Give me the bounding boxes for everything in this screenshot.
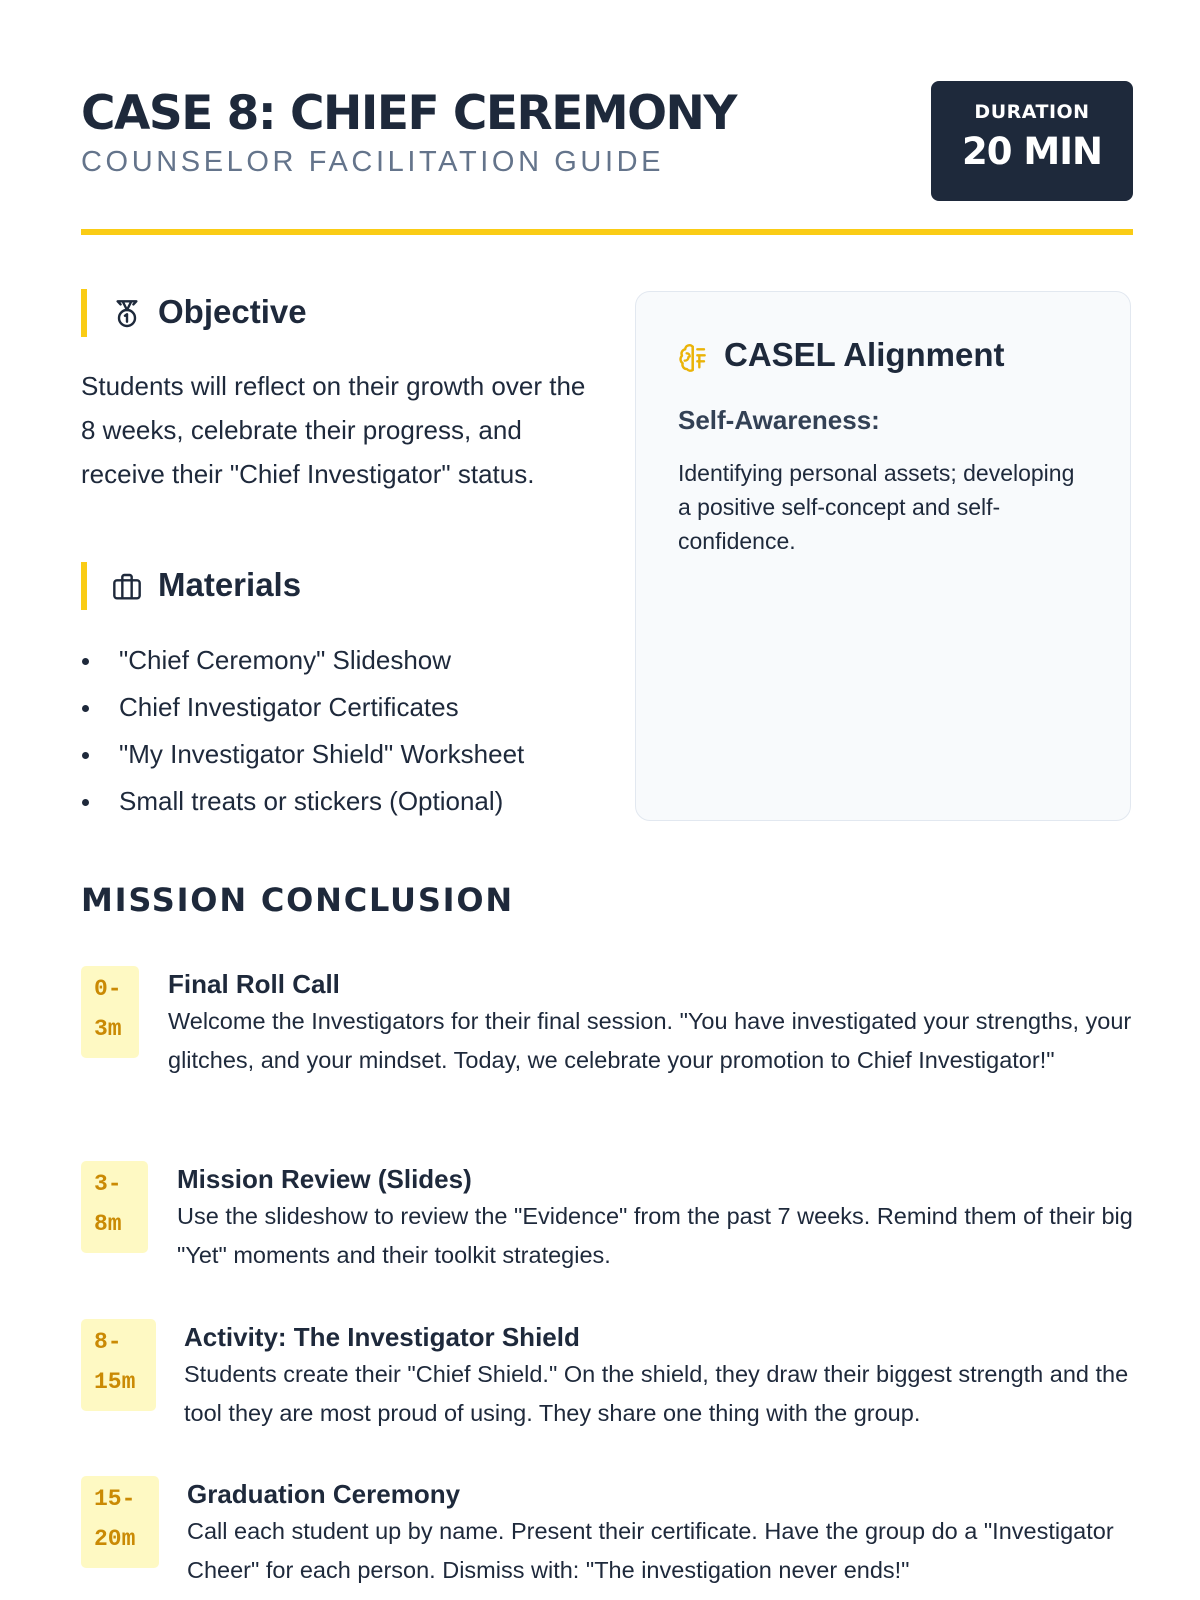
time-start: 8- — [94, 1329, 122, 1355]
briefcase-icon — [111, 571, 143, 603]
list-item: "Chief Ceremony" Slideshow — [81, 642, 524, 689]
step-text: Students create their "Chief Shield." On the shield, they draw their biggest strength and the tool they are most proud of using. They share one thing with the group. — [184, 1361, 1129, 1426]
time-badge — [81, 966, 139, 1058]
step-title: Graduation Ceremony — [187, 1479, 461, 1509]
page-title: CASE 8: CHIEF CEREMONY — [81, 86, 736, 141]
time-end: 20m — [94, 1526, 136, 1552]
step-title: Activity: The Investigator Shield — [184, 1322, 580, 1352]
materials-heading — [81, 562, 302, 610]
time-start: 0- — [94, 976, 122, 1002]
step-title: Mission Review (Slides) — [177, 1164, 472, 1194]
time-end: 8m — [94, 1211, 122, 1237]
list-item: Small treats or stickers (Optional) — [81, 783, 524, 830]
list-item: Chief Investigator Certificates — [81, 689, 524, 736]
time-end: 15m — [94, 1369, 136, 1395]
duration-value: 20 MIN — [962, 130, 1102, 173]
casel-skill: Self-Awareness: — [678, 405, 880, 435]
step-body — [187, 1476, 1133, 1590]
time-badge — [81, 1161, 148, 1253]
time-end: 3m — [94, 1016, 122, 1042]
objective-title: Objective — [158, 293, 307, 330]
time-start: 3- — [94, 1171, 122, 1197]
duration-label: DURATION — [974, 101, 1090, 123]
casel-title: CASEL Alignment — [724, 336, 1005, 373]
mission-heading: MISSION CONCLUSION — [81, 881, 514, 919]
objective-heading — [81, 289, 307, 337]
brain-icon — [678, 342, 710, 374]
list-item: "My Investigator Shield" Worksheet — [81, 736, 524, 783]
step-body — [184, 1319, 1133, 1433]
medal-icon — [111, 298, 143, 330]
step-title: Final Roll Call — [168, 969, 340, 999]
time-start: 15- — [94, 1486, 136, 1512]
step-body — [168, 966, 1133, 1080]
casel-card — [635, 291, 1131, 821]
header-divider — [81, 229, 1133, 235]
objective-text: Students will reflect on their growth over the 8 weeks, celebrate their progress, and receive their "Chief Investigator" status. — [81, 371, 586, 489]
page-header — [81, 78, 1133, 198]
time-badge — [81, 1319, 156, 1411]
step-body — [177, 1161, 1133, 1275]
time-badge — [81, 1476, 159, 1568]
materials-title: Materials — [158, 566, 302, 603]
step-text: Use the slideshow to review the "Evidence" from the past 7 weeks. Remind them of their big "Yet" moments and their toolkit strategies. — [177, 1203, 1133, 1268]
materials-list — [81, 642, 524, 830]
step-text: Call each student up by name. Present their certificate. Have the group do a "Investigator Cheer" for each person. Dismiss with: "The investigation never ends!" — [187, 1518, 1114, 1583]
casel-description: Identifying personal assets; developing a positive self-concept and self-confidence. — [678, 460, 1075, 554]
duration-badge — [931, 81, 1133, 201]
page-subtitle: COUNSELOR FACILITATION GUIDE — [81, 146, 665, 178]
step-text: Welcome the Investigators for their final session. "You have investigated your strengths, your glitches, and your mindset. Today, we celebrate your promotion to Chief Investigator!" — [168, 1008, 1132, 1073]
